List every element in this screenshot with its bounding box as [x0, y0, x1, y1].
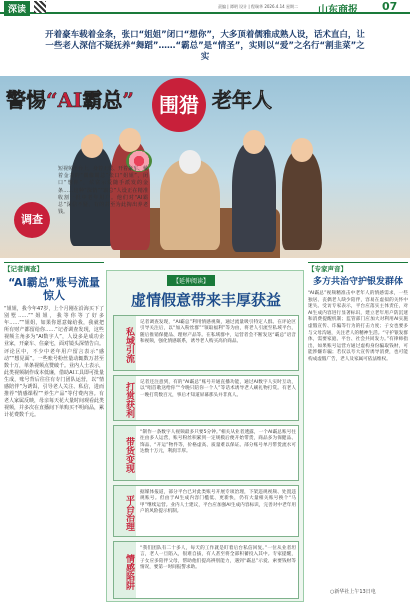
section-tag: 深读 [4, 1, 30, 16]
left-body: “姐姐，我今年47岁，上个月刚在沿海买下了别墅……”“姐姐，我等你等了好多年……”“姐姐，如果你愿意嫁给我，我就把所有财产都留给你……”记者调查发现，这些视频主角多为“AI数字人”，人设多是成功企业家，开豪车、住豪宅，面对镜头深情告白。评论区中，不少中老年用户留言表示“感动”“想见面”。一些账号粉丝量动辄数万甚至数十万，单条视频点赞破千。业内人士表示，此类视频制作成本低廉，借助AI工具即可批量生成，账号背后往往有专门团队运营，以“情感陪伴”为诱饵，引导老人关注、私信，进而推荐“情感课程”“养生产品”等付费内容。有老人家属反映，母亲每天花大量时间观看此类视频，并多次在直播间下单购买不明商品，累计花费数千元。 [4, 306, 105, 419]
right-body: “AI霸总”视频精准击中老年人的情感需求，一些独居、丧偶老人缺少陪伴，容易在虚拟的关怀中迷失。受访专家表示，平台应落实主体责任，对AI生成内容进行显著标识，建立老年用户防沉迷和消费提醒机制；监管部门应加大对利用AI实施虚假宣传、诈骗等行为的打击力度；子女也要多与父母沟通，关注老人的精神生活。“守护银发群体，需要家庭、平台、社会共同发力。”有律师指出，如果账号运营方通过虚构身份骗取钱财，可能涉嫌诈骗；若仅以夸大宣传诱导消费，也可能构成虚假广告，老人及家属可依法维权。 [308, 291, 408, 362]
feature-card [113, 425, 299, 481]
head-shape [119, 128, 141, 152]
left-section-label: 【记者调查】 [4, 265, 43, 273]
investigation-badge: 调查 [14, 202, 50, 238]
card-text: 记者调查发现，“AI霸总”利用情感视频，通过流量吸引特定人群。在评论区引导关注后，以“加入粉丝群”“领取福利”等为由，将老人引流至私域平台，随后推销保健品、理财产品等。在私域群中，运营者会不断发送“霸总”语音和视频，强化情感联系，诱导老人购买高价商品。 [140, 320, 296, 345]
headline-part2: 老年人 [212, 88, 272, 112]
header-meta: 责编 | 谭明 设计 | 程瑞华 2026.4.14 星期二 [218, 4, 298, 9]
lead-paragraph: 开着豪车载着金条，张口“姐姐”闭口“想你”，大多顶着儒雅成熟人设，话术直白，让一些老人深信不疑抚养“舞蹈”……“霸总”是“情圣”，实则以“爱”之名行“割韭菜”之实 [45, 30, 365, 62]
right-section-label: 【专家声音】 [308, 265, 347, 273]
right-heading: 多方共治守护银发群体 [312, 277, 403, 287]
figure-man-far-right [282, 150, 322, 250]
left-heading: “AI霸总”账号流量惊人 [8, 276, 100, 302]
headline-circle: 围猎 [152, 78, 206, 132]
section-divider [308, 262, 408, 263]
newspaper-brand: 山东商报 [318, 5, 358, 16]
card-text: “制作一条数字人视频最多只要5分钟。”相关从业者透露，一个AI霸总账号往往由多人运营，账号粉丝积累到一定规模后便开始带货，商品多为保健品、饰品、“开运”物件等，价格虚高、质量难以保证。部分账号单月带货流水可达数十万元，利润丰厚。 [140, 430, 296, 455]
card-text: 据媒体报道，部分平台已对此类账号开展专项治理，下架违规视频、处置违规账号。但由于AI生成内容门槛低、更新快，仍有大量相关账号换个“马甲”继续运营。业内人士建议，平台应加强AI生成内容标识，完善对中老年用户的风险提示机制。 [140, 490, 296, 515]
headline-pre: 警惕 [6, 88, 46, 112]
head-shape [81, 134, 103, 158]
feature-box [106, 270, 304, 602]
feature-card [113, 315, 299, 371]
head-shape [291, 138, 313, 162]
feature-heading: 虚情假意带来丰厚获益 [130, 291, 281, 309]
feature-label: 【延伸阅读】 [167, 275, 215, 286]
source-credit: ○新华社上午13日电 [330, 589, 376, 595]
figure-man-right [232, 142, 276, 252]
hero-side-text: 短视频平台上，身着正装、开着豪车、戴着金表的“偶像霸总”张口“姐姐”，闭口“想你”，炫富示爱随手派发的金条……这种“深情”“霸总”人设正在精准收割一批中老年用户。他们对“AI霸总”深信不疑，有的甚至为此掏出养老钱。 [58, 166, 149, 216]
page-number: 07 [382, 0, 398, 13]
head-shape [179, 150, 201, 174]
qr-code-icon [34, 1, 46, 13]
card-tag: 平台治理 [114, 486, 136, 536]
card-text: 记者还注意到，有的“AI霸总”账号开通直播功能，通过AI数字人实时互动，以“唱首歌送给你”“今晚只陪你一个人”等话术诱导老人刷礼物打赏。有老人一晚打赏数百元，事后才知道屏幕那头并非真人。 [140, 380, 296, 398]
headline-quote: “AI霸总” [46, 88, 134, 112]
feature-card [113, 485, 299, 537]
left-column [4, 272, 104, 420]
card-tag: 情感陷阱 [114, 542, 136, 598]
page-header [0, 0, 410, 14]
card-tag: 私域引流 [114, 316, 136, 370]
card-tag: 带货变现 [114, 426, 136, 480]
card-text: “我们团队有二十多人，每天的工作就是盯着后台私信回复。”一位从业者坦言，老人一旦陷入，很难自拔，有人甚至将全部积蓄投入其中。专家提醒，子女应多陪伴父母，帮助他们提高辨别能力，遇到“霸总”示爱、索要钱财等情况，要第一时间报警求助。 [140, 546, 296, 571]
right-column [308, 272, 408, 364]
feature-card [113, 541, 299, 599]
feature-card [113, 375, 299, 421]
card-tag: 打赏获利 [114, 376, 136, 420]
headline-part1 [6, 84, 134, 113]
section-divider [4, 262, 104, 263]
head-shape [243, 130, 265, 154]
